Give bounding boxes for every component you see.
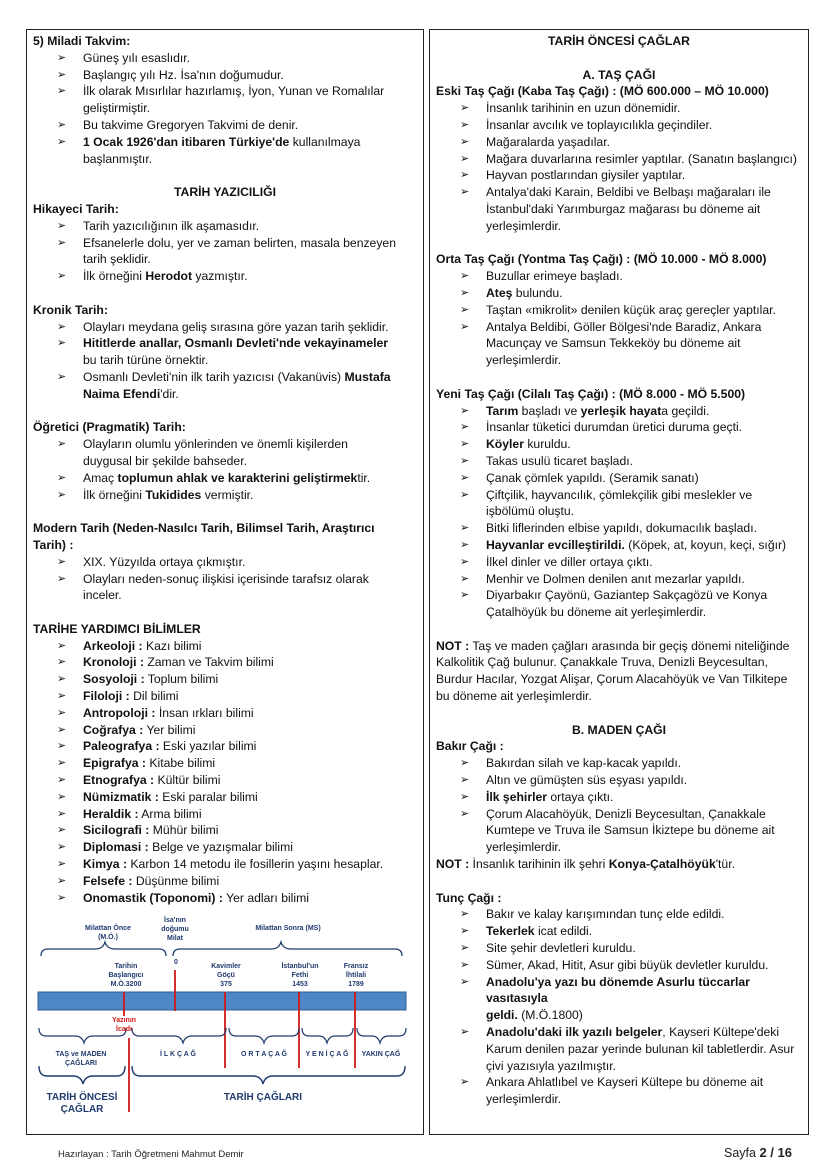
arrow-icon: ➢ [460, 807, 470, 820]
list-item: ➢ İlk örneğini Herodot yazmıştır. [57, 269, 248, 284]
list-item: ➢ Bu takvime Gregoryen Takvimi de denir. [57, 117, 299, 132]
timeline [33, 916, 413, 1126]
page-title: TARİH ÖNCESİ ÇAĞLAR [548, 34, 690, 48]
arrow-icon: ➢ [57, 488, 67, 501]
arrow-icon: ➢ [57, 874, 67, 887]
list-item: ➢ Mağara duvarlarına resimler yaptılar. (Sanatın başlangıcı) [460, 151, 797, 166]
list-item: ➢ Anadolu'ya yazı bu dönemde Asurlu tüccarlar vasıtasıyla geldi. (M.Ö.1800) [460, 974, 750, 1023]
page-number: Sayfa 2 / 16 [724, 1145, 792, 1160]
list-item: ➢ Epigrafya : Kitabe bilimi [57, 756, 216, 771]
note-catalhoyuk: NOT : İnsanlık tarihinin ilk şehri Konya-Çatalhöyük'tür. [436, 857, 735, 872]
arrow-icon: ➢ [57, 370, 67, 383]
list-item: ➢ Başlangıç yılı Hz. İsa'nın doğumudur. [57, 67, 284, 82]
right-column [429, 29, 809, 1135]
list-item: ➢ Çiftçilik, hayvancılık, çömlekçilik gibi meslekler ve işbölümü oluştu. [460, 487, 753, 519]
list-item: ➢ Altın ve gümüşten süs eşyası yapıldı. [460, 773, 688, 788]
orta-title: Orta Taş Çağı (Yontma Taş Çağı) : (MÖ 10.000 - MÖ 8.000) [436, 252, 767, 267]
list-item: ➢ İnsanlık tarihinin en uzun dönemidir. [460, 101, 681, 116]
list-item: ➢ İnsanlar avcılık ve toplayıcılıkla geçindiler. [460, 117, 713, 132]
arrow-icon: ➢ [460, 572, 470, 585]
list-item: ➢ İlkel dinler ve diller ortaya çıktı. [460, 554, 653, 569]
arrow-icon: ➢ [57, 740, 67, 753]
arrow-icon: ➢ [460, 975, 470, 988]
list-item: ➢ Çorum Alacahöyük, Denizli Beycesultan, Çanakkale Kumtepe ve Truva ile Samsun İkiztepe bu döneme ait yerleşimlerdir. [460, 806, 775, 855]
arrow-icon: ➢ [460, 925, 470, 938]
list-item: ➢ Osmanlı Devleti'nin ilk tarih yazıcısı (Vakanüvis) Mustafa Naima Efendi'dir. [57, 369, 391, 401]
arrow-icon: ➢ [57, 471, 67, 484]
list-item: ➢ Çanak çömlek yapıldı. (Seramik sanatı) [460, 470, 699, 485]
list-item: ➢ Takas usulü ticaret başladı. [460, 453, 634, 468]
list-item: ➢ Amaç toplumun ahlak ve karakterini geliştirmektir. [57, 470, 371, 485]
list-item: ➢ Menhir ve Dolmen denilen anıt mezarlar yapıldı. [460, 571, 745, 586]
list-item: ➢ Tekerlek icat edildi. [460, 924, 593, 939]
list-item: ➢ Ankara Ahlatlıbel ve Kayseri Kültepe bu döneme ait yerleşimlerdir. [460, 1075, 764, 1107]
arrow-icon: ➢ [57, 555, 67, 568]
arrow-icon: ➢ [460, 320, 470, 333]
arrow-icon: ➢ [460, 589, 470, 602]
arrow-icon: ➢ [57, 706, 67, 719]
arrow-icon: ➢ [460, 790, 470, 803]
section-title: A. TAŞ ÇAĞI [582, 67, 656, 82]
list-item: ➢ Buzullar erimeye başladı. [460, 269, 623, 284]
list-item: ➢ Antalya Beldibi, Göller Bölgesi'nde Baradiz, Ankara Macunçay ve Samsun Tekkeköy bu döneme ait yerleşimlerdir. [460, 319, 762, 368]
arrow-icon: ➢ [57, 774, 67, 787]
arrow-icon: ➢ [57, 891, 67, 904]
list-item: ➢ Diyarbakır Çayönü, Gaziantep Sakçagözü ve Konya Çatalhöyük bu döneme ait yerleşimlerdir. [460, 588, 768, 620]
tarih-oncesi-label: TARİH ÖNCESİ ÇAĞLAR [46, 1092, 118, 1116]
arrow-icon: ➢ [460, 438, 470, 451]
arrow-icon: ➢ [460, 757, 470, 770]
arrow-icon: ➢ [57, 673, 67, 686]
modern-title: Modern Tarih (Neden-Nasılcı Tarih, Bilimsel Tarih, Araştırıcı Tarih) : [33, 521, 375, 552]
arrow-icon: ➢ [460, 286, 470, 299]
arrow-icon: ➢ [460, 471, 470, 484]
arrow-icon: ➢ [57, 841, 67, 854]
arrow-icon: ➢ [460, 1026, 470, 1039]
yakin-cag-label: YAKIN ÇAĞ [361, 1051, 401, 1059]
list-item: ➢ Diplomasi : Belge ve yazışmalar bilimi [57, 840, 293, 855]
list-item: ➢ Heraldik : Arma bilimi [57, 806, 202, 821]
list-item: ➢ Mağaralarda yaşadılar. [460, 134, 610, 149]
arrow-icon: ➢ [460, 538, 470, 551]
arrow-icon: ➢ [460, 421, 470, 434]
miladi-list [33, 50, 417, 168]
arrow-icon: ➢ [460, 555, 470, 568]
list-item: ➢ Sicilografi : Mühür bilimi [57, 823, 219, 838]
arrow-icon: ➢ [460, 958, 470, 971]
arrow-icon: ➢ [57, 807, 67, 820]
arrow-icon: ➢ [57, 219, 67, 232]
mo-label: Milattan Önce (M.Ö.) [85, 925, 131, 942]
list-item: ➢ Onomastik (Toponomi) : Yer adları bilimi [57, 890, 309, 905]
ilk-cag-label: İ L K Ç A Ğ [160, 1051, 196, 1059]
list-item: ➢ Bakırdan silah ve kap-kacak yapıldı. [460, 756, 682, 771]
arrow-icon: ➢ [460, 102, 470, 115]
arrow-icon: ➢ [57, 85, 67, 98]
hikayeci-title: Hikayeci Tarih: [33, 201, 119, 216]
list-item: ➢ Olayların olumlu yönlerinden ve önemli kişilerden duygusal bir şekilde bahseder. [57, 437, 348, 468]
arrow-icon: ➢ [57, 320, 67, 333]
zero-label: 0 [174, 959, 178, 967]
arrow-icon: ➢ [57, 690, 67, 703]
arrow-icon: ➢ [460, 135, 470, 148]
ms-label: Milattan Sonra (MS) [255, 925, 321, 933]
arrow-icon: ➢ [57, 639, 67, 652]
list-item: ➢ Felsefe : Düşünme bilimi [57, 873, 220, 888]
list-item: ➢ Nümizmatik : Eski paralar bilimi [57, 789, 258, 804]
left-column [26, 29, 424, 1135]
list-item: ➢ Tarım başladı ve yerleşik hayata geçildi. [460, 403, 710, 418]
section-title: B. MADEN ÇAĞI [571, 722, 667, 737]
list-item: ➢ Hititlerde anallar, Osmanlı Devleti'nde vekayinameler bu tarih türüne örnektir. [57, 336, 389, 368]
arrow-icon: ➢ [460, 1076, 470, 1089]
list-item: ➢ İlk şehirler ortaya çıktı. [460, 789, 614, 804]
ogretici-title: Öğretici (Pragmatik) Tarih: [33, 420, 186, 435]
arrow-icon: ➢ [460, 303, 470, 316]
arrow-icon: ➢ [460, 169, 470, 182]
section-title: TARİH YAZICILIĞI [173, 185, 277, 200]
list-item: ➢ Güneş yılı esaslıdır. [57, 50, 191, 65]
arrow-icon: ➢ [460, 152, 470, 165]
arrow-icon: ➢ [57, 270, 67, 283]
list-item: ➢ Sümer, Akad, Hitit, Asur gibi büyük devletler kuruldu. [460, 957, 769, 972]
tarih-baslangici-label: Tarihin Başlangıcı M.Ö.3200 [108, 963, 144, 989]
arrow-icon: ➢ [57, 51, 67, 64]
tas-maden-label: TAŞ ve MADEN ÇAĞLARI [55, 1051, 107, 1068]
list-item: ➢ Arkeoloji : Kazı bilimi [57, 638, 202, 653]
arrow-icon: ➢ [460, 404, 470, 417]
list-item: ➢ Antalya'daki Karain, Beldibi ve Belbaşı mağaraları ile İstanbul'daki Yarımburgaz mağarası bu döneme ait yerleşimlerdir. [460, 185, 771, 233]
kavimler-gocu-label: Kavimler Göçü 375 [211, 963, 241, 989]
list-item: ➢ Olayları meydana geliş sırasına göre yazan tarih şeklidir. [57, 319, 389, 334]
tarih-caglari-label: TARİH ÇAĞLARI [223, 1092, 303, 1104]
arrow-icon: ➢ [57, 757, 67, 770]
orta-cag-label: O R T A Ç A Ğ [240, 1051, 288, 1059]
list-item: ➢ Paleografya : Eski yazılar bilimi [57, 739, 257, 754]
bakir-title: Bakır Çağı : [436, 739, 504, 754]
list-item: ➢ Site şehir devletleri kuruldu. [460, 941, 636, 956]
list-item: ➢ Tarih yazıcılığının ilk aşamasıdır. [57, 218, 260, 233]
arrow-icon: ➢ [57, 236, 67, 249]
sciences-list [33, 638, 417, 907]
fransiz-ihtilali-label: Fransız İhtilali 1789 [343, 963, 369, 989]
eski-title: Eski Taş Çağı (Kaba Taş Çağı) : (MÖ 600.000 – MÖ 10.000) [436, 84, 769, 99]
yardimci-title: TARİHE YARDIMCI BİLİMLER [33, 621, 201, 636]
list-item: ➢ Sosyoloji : Toplum bilimi [57, 672, 219, 687]
arrow-icon: ➢ [460, 774, 470, 787]
list-item: ➢ XIX. Yüzyılda ortaya çıkmıştır. [57, 554, 246, 569]
list-item: ➢ Antropoloji : İnsan ırkları bilimi [57, 705, 254, 720]
list-item: ➢ Kronoloji : Zaman ve Takvim bilimi [57, 655, 274, 670]
yeni-cag-label: Y E N İ Ç A Ğ [305, 1051, 349, 1059]
arrow-icon: ➢ [57, 723, 67, 736]
arrow-icon: ➢ [57, 337, 67, 350]
tunc-title: Tunç Çağı : [436, 890, 502, 905]
arrow-icon: ➢ [57, 656, 67, 669]
arrow-icon: ➢ [57, 135, 67, 148]
arrow-icon: ➢ [460, 454, 470, 467]
list-item: ➢ 1 Ocak 1926'dan itibaren Türkiye'de kullanılmaya başlanmıştır. [57, 134, 361, 166]
list-item: ➢ Hayvanlar evcilleştirildi. (Köpek, at, koyun, keçi, sığır) [460, 537, 787, 552]
arrow-icon: ➢ [460, 908, 470, 921]
arrow-icon: ➢ [460, 270, 470, 283]
arrow-icon: ➢ [57, 572, 67, 585]
arrow-icon: ➢ [460, 942, 470, 955]
list-item: ➢ Anadolu'daki ilk yazılı belgeler, Kayseri Kültepe'deki Karum denilen pazar yerinde bulunan kil tabletlerdir. Asur çivi yazısıyla yazılmıştır. [460, 1025, 795, 1073]
milat-label: İsa'nın doğumu Milat [161, 917, 189, 943]
arrow-icon: ➢ [57, 824, 67, 837]
list-item: ➢ Taştan «mikrolit» denilen küçük araç gereçler yaptılar. [460, 302, 776, 317]
arrow-icon: ➢ [57, 790, 67, 803]
list-item: ➢ İlk olarak Mısırlılar hazırlamış, İyon, Yunan ve Romalılar geliştirmiştir. [57, 84, 385, 116]
footer-author: Hazırlayan : Tarih Öğretmeni Mahmut Demir [58, 1149, 244, 1160]
miladi-title: 5) Miladi Takvim: [33, 34, 131, 48]
note-kalkolitik: NOT : Taş ve maden çağları arasında bir geçiş dönemi niteliğinde Kalkolitik Çağ bulunur. Çanakkale Truva, Denizli Beycesultan, Burdur Hacılar, Yozgat Alişar, Çorum Alacahöyük ve Van Tilkitepe bu döneme ait yerleşimlerdir. [436, 638, 790, 704]
arrow-icon: ➢ [57, 858, 67, 871]
kronik-title: Kronik Tarih: [33, 302, 108, 317]
list-item: ➢ Etnografya : Kültür bilimi [57, 773, 221, 788]
list-item: ➢ Ateş bulundu. [460, 285, 563, 300]
list-item: ➢ Efsanelerle dolu, yer ve zaman belirten, masala benzeyen tarih şeklidir. [57, 235, 396, 267]
arrow-icon: ➢ [57, 68, 67, 81]
arrow-icon: ➢ [57, 438, 67, 451]
list-item: ➢ Bakır ve kalay karışımından tunç elde edildi. [460, 907, 725, 922]
arrow-icon: ➢ [460, 186, 470, 199]
arrow-icon: ➢ [460, 488, 470, 501]
list-item: ➢ Bitki liflerinden elbise yapıldı, dokumacılık başladı. [460, 521, 757, 536]
list-item: ➢ İnsanlar tüketici durumdan üretici duruma geçti. [460, 420, 743, 435]
list-item: ➢ Filoloji : Dil bilimi [57, 689, 179, 704]
yazinin-icadi-label: Yazının İcadı [111, 1017, 137, 1034]
arrow-icon: ➢ [57, 118, 67, 131]
istanbul-fethi-label: İstanbul'un Fethi 1453 [281, 963, 319, 989]
list-item: ➢ İlk örneğini Tukidides vermiştir. [57, 487, 254, 502]
list-item: ➢ Köyler kuruldu. [460, 437, 571, 452]
arrow-icon: ➢ [460, 118, 470, 131]
list-item: ➢ Kimya : Karbon 14 metodu ile fosillerin yaşını hesaplar. [57, 857, 384, 872]
list-item: ➢ Olayları neden-sonuç ilişkisi içerisinde tarafsız olarak inceler. [57, 571, 369, 603]
arrow-icon: ➢ [460, 522, 470, 535]
list-item: ➢ Coğrafya : Yer bilimi [57, 722, 196, 737]
yeni-title: Yeni Taş Çağı (Cilalı Taş Çağı) : (MÖ 8.000 - MÖ 5.500) [436, 386, 746, 401]
list-item: ➢ Hayvan postlarından giysiler yaptılar. [460, 168, 686, 183]
